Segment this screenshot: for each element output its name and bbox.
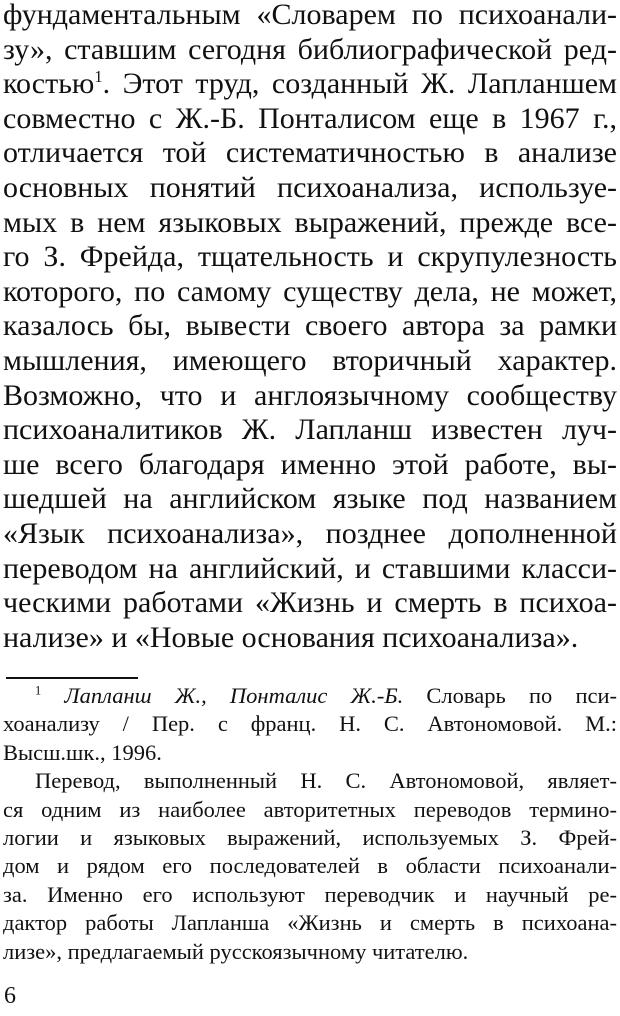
text-line: основных понятий психоанализа, используе- <box>3 170 617 204</box>
text-line: мышления, имеющего вторичный характер. <box>3 343 617 377</box>
text-line: зу», ставшим сегодня библиографической ред- <box>3 32 617 66</box>
text-line: Возможно, что и англоязычному сообществу <box>3 378 617 412</box>
footnote-line: лизе», предлагаемый русскоязычному читателю. <box>3 938 469 964</box>
footnote-line: за. Именно его используют переводчик и научный ре- <box>3 881 617 907</box>
text-line: «Язык психоанализа», позднее дополненной <box>3 516 617 550</box>
footnote-line: дом и рядом его последователей в области психоанали- <box>3 853 617 879</box>
footnote-line: дактор работы Лапланша «Жизнь и смерть в психоана- <box>3 910 617 936</box>
page-number: 6 <box>4 983 16 1009</box>
footnote-line: ся одним из наиболее авторитетных переводов термино- <box>3 796 617 822</box>
text-line: фундаментальным «Словарем по психоанали- <box>3 0 617 31</box>
footnote-text: Словарь по пси- <box>403 683 618 708</box>
main-text <box>3 0 617 655</box>
text-line: казалось бы, вывести своего автора за рамки <box>3 309 617 343</box>
text-line: совместно с Ж.-Б. Понталисом еще в 1967 г., <box>3 101 617 135</box>
footnote-line: хоанализу / Пер. с франц. Н. С. Автономовой. М.: <box>3 711 617 737</box>
text-line: ше всего благодаря именно этой работе, вы- <box>3 447 617 481</box>
text-line: мых в нем языковых выражений, прежде все- <box>3 205 617 239</box>
footnote-line: Перевод, выполненный Н. С. Автономовой, являет- <box>35 768 617 794</box>
footnote-line: логии и языковых выражений, используемых З. Фрей- <box>3 825 617 851</box>
footnote-divider <box>6 677 138 679</box>
text-line: шедшей на английском языке под названием <box>3 482 617 516</box>
text-line: нализе» и «Новые основания психоанализа». <box>3 620 579 654</box>
footnote-marker: 1 <box>35 683 42 698</box>
text-line: которого, по самому существу дела, не может, <box>3 274 617 308</box>
footnote-authors: Лапланш Ж., Понталис Ж.-Б. <box>64 683 404 708</box>
footnotes <box>3 682 617 966</box>
text-line: психоаналитиков Ж. Лапланш известен луч- <box>3 413 617 447</box>
footnote-line: Высш.шк., 1996. <box>3 739 162 765</box>
text-fragment: костью <box>3 67 95 101</box>
text-fragment: . Этот труд, созданный Ж. Лапланшем <box>102 67 617 101</box>
text-line: го З. Фрейда, тщательность и скрупулезность <box>3 240 617 274</box>
text-line: отличается той систематичностью в анализе <box>3 136 617 170</box>
footnote-reference: 1 <box>94 67 103 87</box>
text-line <box>3 67 617 102</box>
footnote-line <box>3 682 617 710</box>
text-line: переводом на английский, и ставшими класси- <box>3 551 617 585</box>
text-line: ческими работами «Жизнь и смерть в психоа- <box>3 586 617 620</box>
